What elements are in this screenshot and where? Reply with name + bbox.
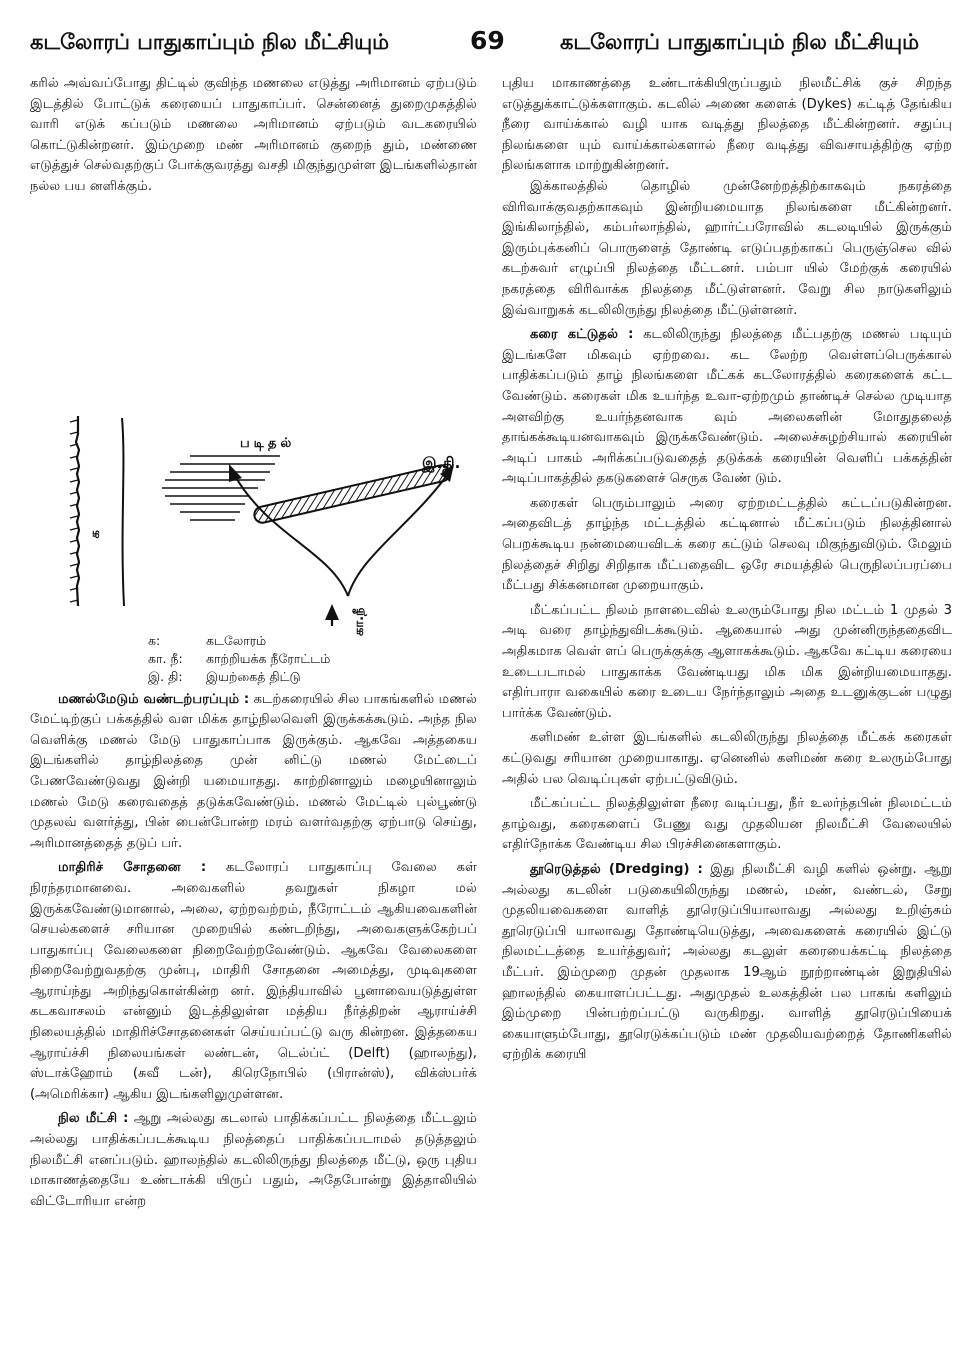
right-column <box>502 74 952 1066</box>
label-coast: க <box>87 529 103 539</box>
section-land-reclamation: நில மீட்சி : ஆறு அல்லது கடலால் பாதிக்கப்பட்ட நிலத்தை மீட்டலும் அல்லது பாதிக்கப்படக்கூடிய நிலத்தைப் பாதிக்கப்படாமல் தடுத்தலும் நிலமீட்சி எனப்படும். ஹாலந்தில் கடலிலிருந்து நிலத்தை மீட்டு, ஒரு புதிய மாகாணத்தையே உண்டாக்கி யிருப் பதும், அதேபோன்று இத்தாலியில் விட்டோரியா என்ற <box>30 1111 477 1209</box>
legend-item: கா. நீ: காற்றியக்க நீரோட்டம் <box>148 650 331 666</box>
paragraph-industrial-reclamation: இக்காலத்தில் தொழில் முன்னேற்றத்திற்காகவும் நகரத்தை விரிவாக்குவதற்காகவும் இன்றியமையாத நிலங்களை மீட்கின்றனர். இங்கிலாந்தில், கம்பர்லாந்தில், ஹார்ட்பரோவில் கடலடியில் இருக்கும் இரும்புக்கனிப் பொருளைத் தோண்டி எடுப்பதற்காகப் பெருஞ்செல வில் கடற்சுவர் எழுப்பி நிலத்தை மீட்டனர். பம்பா யில் மேற்குக் கரையில் நகரத்தை விரிவாக்க நிலத்தை மீட்டுள்ளனர். வேறு சில நாடுகளிலும் இவ்வாறுகக் கடலிலிருந்து நிலத்தை மீட்டுள்ளனர். <box>502 178 952 318</box>
label-wind-current: கா.நீ <box>352 607 367 636</box>
section-model-testing: மாதிரிச் சோதனை : கடலோரப் பாதுகாப்பு வேலை கள் நிரந்தரமானவை. அவைகளில் தவறுகள் நிகழா மல் இருக்கவேண்டுமானால், அலை, ஏற்றவற்றம், நீரோட்டம் ஆகியவைகளின் செயல்களைச் சரியான முறையில் கண்டறிந்து, அவைகளுக்கேற்பப் பாதுகாப்பு வேலைகளை நிறைவேற்றவேண்டும். ஆகவே வேலைகளை நிறைவேற்றுவதற்கு முன்பு, மாதிரி சோதனை அமைத்து, முடிவுகளை ஆராய்ந்து அறிந்துகொள்கின்ற னர். இந்தியாவில் பூனாவையடுத்துள்ள கடகவாசலம் என்னும் இடத்திலுள்ள மத்திய நீர்த்திறன் ஆராய்ச்சி நிலையத்தில் மாதிரிச்சோதனைகள் செய்யப்பட்டு வரு கின்றன. இத்தகைய ஆராய்ச்சி நிலையங்கள் லண்டன், டெல்ப்ட் (Delft) (ஹாலந்து), ஸ்டாக்ஹோம் (சுவீ டன்), கிரெநோபில் (பிரான்ஸ்), விக்ஸ்பர்க் (அமெரிக்கா) ஆகிய இடங்களிலுமுள்ளன. <box>30 860 477 1102</box>
running-title-left: கடலோரப் பாதுகாப்பும் நில மீட்சியும் <box>30 30 390 54</box>
shoal-diagram <box>30 206 477 626</box>
figure-natural-shoal <box>30 206 477 636</box>
shore-line <box>122 418 124 606</box>
section-dredging: தூரெடுத்தல் (Dredging) : இது நிலமீட்சி வழி களில் ஒன்று. ஆறு அல்லது கடலின் படுகையிலிருந்து மணல், மண், வண்டல், சேறு முதலியவைகளை வாளித் தூரெடுப்பியாலாவது அல்லது உறிஞ்சும் தூரெடுப்பி யாலாவது தோண்டியெடுத்து, அவைகளைக் கரையில் இட்டு நிலமட்டத்தை உயர்த்துவர்; அல்லது கடலுள் கரையைக்கட்டி நிலத்தை மீட்பர். இம்முறை முதன் முதலாக 19ஆம் நூற்றாண்டின் இறுதியில் ஹாலந்தில் கையாளப்பட்டது. அதுமுதல் உலகத்தின் பல பாகங் களிலும் இம்முறை பின்பற்றப்பட்டு வருகிறது. வாளித் தூரெடுப்பியைக் கையாளும்போது, தூரெடுக்கப்படும் மண் முதலியவற்றைத் தோணிகளில் ஏற்றிக் கரையி <box>502 861 952 1063</box>
paragraph-clay-soil: களிமண் உள்ள இடங்களில் கடலிலிருந்து நிலத்தை மீட்கக் கரைகள் கட்டுவது சரியான முறையாகாது. ஏனெனில் களிமண் கரை உலரும்போது அதில் பல வெடிப்புகள் ஏற்பட்டுவிடும். <box>502 730 952 787</box>
paragraph-problems: மீட்கப்பட்ட நிலத்திலுள்ள நீரை வடிப்பது, நீர் உலர்ந்தபின் நிலமட்டம் தாழ்வது, கரைகளைப் பேணு வது முதலியன நிலமீட்சி வேலையில் எதிர்நோக்க வேண்டிய சில பிரச்சினைகளாகும். <box>502 796 952 853</box>
label-deposition: படிதல் <box>240 435 296 451</box>
legend-item: இ. தி: இயற்கைத் திட்டு <box>148 668 301 684</box>
paragraph-sand-transfer: கரில் அவ்வப்போது திட்டில் குவிந்த மணலை எடுத்து அரிமானம் ஏற்படும் இடத்தில் போட்டுக் கரையைப் பாதுகாப்பர். சென்னைத் துறைமுகத்தில் வாரி எடுக் கப்படும் மணலை அரிமானம் ஏற்படும் வடகரையில் கொட்டுகின்றனர். இம்முறை மண் அரிமானம் குறைந் தும், மண்ணை எடுத்துச் செல்வதற்குப் போக்குவரத்து வசதி மிகுந்துமுள்ள இடங்களில்தான் நல்ல பய னளிக்கும். <box>30 76 477 194</box>
legend-item: க: கடலோரம் <box>148 632 267 648</box>
page-number: 69 <box>470 26 505 55</box>
paragraph-dykes: புதிய மாகாணத்தை உண்டாக்கியிருப்பதும் நிலமீட்சிக் குச் சிறந்த எடுத்துக்காட்டுக்களாகும். கடலில் அணை களைக் (Dykes) கட்டித் தேங்கிய நீரை வாய்க்கால் வழி யாக வடித்து நிலத்தை மீட்கின்றனர். சதுப்பு நிலங்களை யும் வாய்க்கால்களால் நீரை வடித்து விவசாயத்திற்கு ஏற்ற நிலங்களாக மாற்றுகின்றனர். <box>502 76 952 174</box>
running-title-right: கடலோரப் பாதுகாப்பும் நில மீட்சியும் <box>560 30 920 54</box>
section-embankment: கரை கட்டுதல் : கடலிலிருந்து நிலத்தை மீட்பதற்கு மணல் படியும் இடங்களே மிகவும் ஏற்றவை. கட லேற்ற வெள்ளப்பெருக்கால் பாதிக்கப்படும் தாழ் நிலங்களை மீட்கக் கடலோரத்தில் கரைகளைக் கட்ட வேண்டும். கரைகள் மிக உயர்ந்த உவா-ஏற்றமும் தாண்டிச் செல்ல முடியாத அளவிற்கு உயர்ந்தனவாக வும் அலைகளின் மோதுதலைத் தாங்கக்கூடியனவாகவும் இருக்கவேண்டும். அலைச்சுழற்சியால் கரையின் அடிப் பாகம் அரிக்கப்படுவதைத் தடுக்கக் கரையின் வெளிப் பக்கத்தின் அடிப்பாகத்தில் தகடுகளைச் செருக வேண் டும். <box>502 327 952 487</box>
left-column <box>30 74 477 1212</box>
label-natural-shoal: இ.தி. <box>422 453 461 472</box>
paragraph-embankment-level: கரைகள் பெரும்பாலும் அரை ஏற்றமட்டத்தில் கட்டப்படுகின்றன. அதைவிடத் தாழ்ந்த மட்டத்தில் கட்டினால் மீட்கப்படும் நிலத்தினால் பெறக்கூடிய நன்மையைவிடக் கரை கட்டும் செலவு மிகுந்துவிடும். மேலும் நிலத்தைச் சிறிது சிறிதாக மீட்பதைவிட ஒரே சமயத்தில் பெருநிலப்பரப்பை மீட்பது சிக்கனமான முறையாகும். <box>502 495 952 594</box>
section-sand-dunes: மணல்மேடும் வண்டற்பரப்பும் : கடற்கரையில் சில பாகங்களில் மணல் மேட்டிற்குப் பக்கத்தில் வள மிக்க தாழ்நிலவெளி இருக்கக்கூடும். அந்த நில வெளிக்கு மணல் மேடு பாதுகாப்பாக இருக்கும். ஆகவே அத்தகைய இடங்களில் தாழ்நிலத்தை முன் னிட்டு மணல் மேட்டைப் பேணவேண்டுவது இன்றி யமையாதது. காற்றினாலும் மழையினாலும் மணல் மேடு கரைவதைத் தடுக்கவேண்டும். மணல் மேட்டில் புல்பூண்டு முதலவ் வளர்த்து, பின் பைன்போன்ற மரம் வளர்வதற்கு ஏற்பாடு செய்து, அரிமானத்தைத் தடுப் பர். <box>30 691 478 851</box>
page-header <box>0 26 966 62</box>
paragraph-land-subsidence: மீட்கப்பட்ட நிலம் நாளடைவில் உலரும்போது நில மட்டம் 1 முதல் 3 அடி வரை தாழ்ந்துவிடக்கூடும். ஆகையால் அது முன்னிருந்ததைவிட அதிகமாக வெள் ளப் பெருக்குக்கு ஆளாகக்கூடும். ஆகவே கட்டிய கரையை உடைபடாமல் பாதுகாக்க வேண்டியது மிக மிக இன்றியமையாதது. எதிர்பாரா வகையில் கரை உடைய நேர்ந்தாலும் அதை உடனுக்குடன் பழுது பார்க்க வேண்டும். <box>502 602 952 721</box>
coast-hatch-marks <box>70 420 78 602</box>
figure-legend <box>30 632 477 686</box>
